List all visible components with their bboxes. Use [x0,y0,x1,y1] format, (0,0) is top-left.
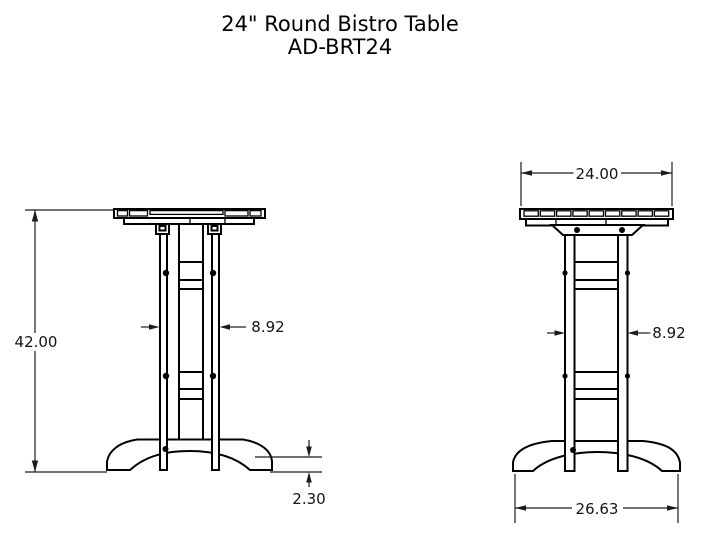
bolt-dot [562,270,567,275]
bolt-dot [570,447,576,453]
bolt-dot [210,373,216,379]
bolt-dot [562,373,567,378]
side-leg-width-label: 8.92 [652,324,686,342]
model-number: AD-BRT24 [287,35,393,59]
foot-height-label: 2.30 [292,490,326,508]
bolt-dot [619,227,625,233]
base-width-label: 26.63 [575,500,619,518]
bolt-dot [163,373,169,379]
overall-height-label: 42.00 [14,333,58,351]
bolt-dot [163,270,169,276]
bolt-dot [625,270,630,275]
side-base-arch [513,441,680,471]
bolt-dot [625,373,630,378]
top-diameter-label: 24.00 [575,165,619,183]
product-title: 24" Round Bistro Table [221,12,459,36]
bolt-dot [574,227,580,233]
front-base-arch [107,440,272,471]
bolt-dot [163,446,169,452]
front-view-drawing [107,209,272,470]
bolt-dot [210,270,216,276]
front-leg-width-label: 8.92 [251,318,285,336]
